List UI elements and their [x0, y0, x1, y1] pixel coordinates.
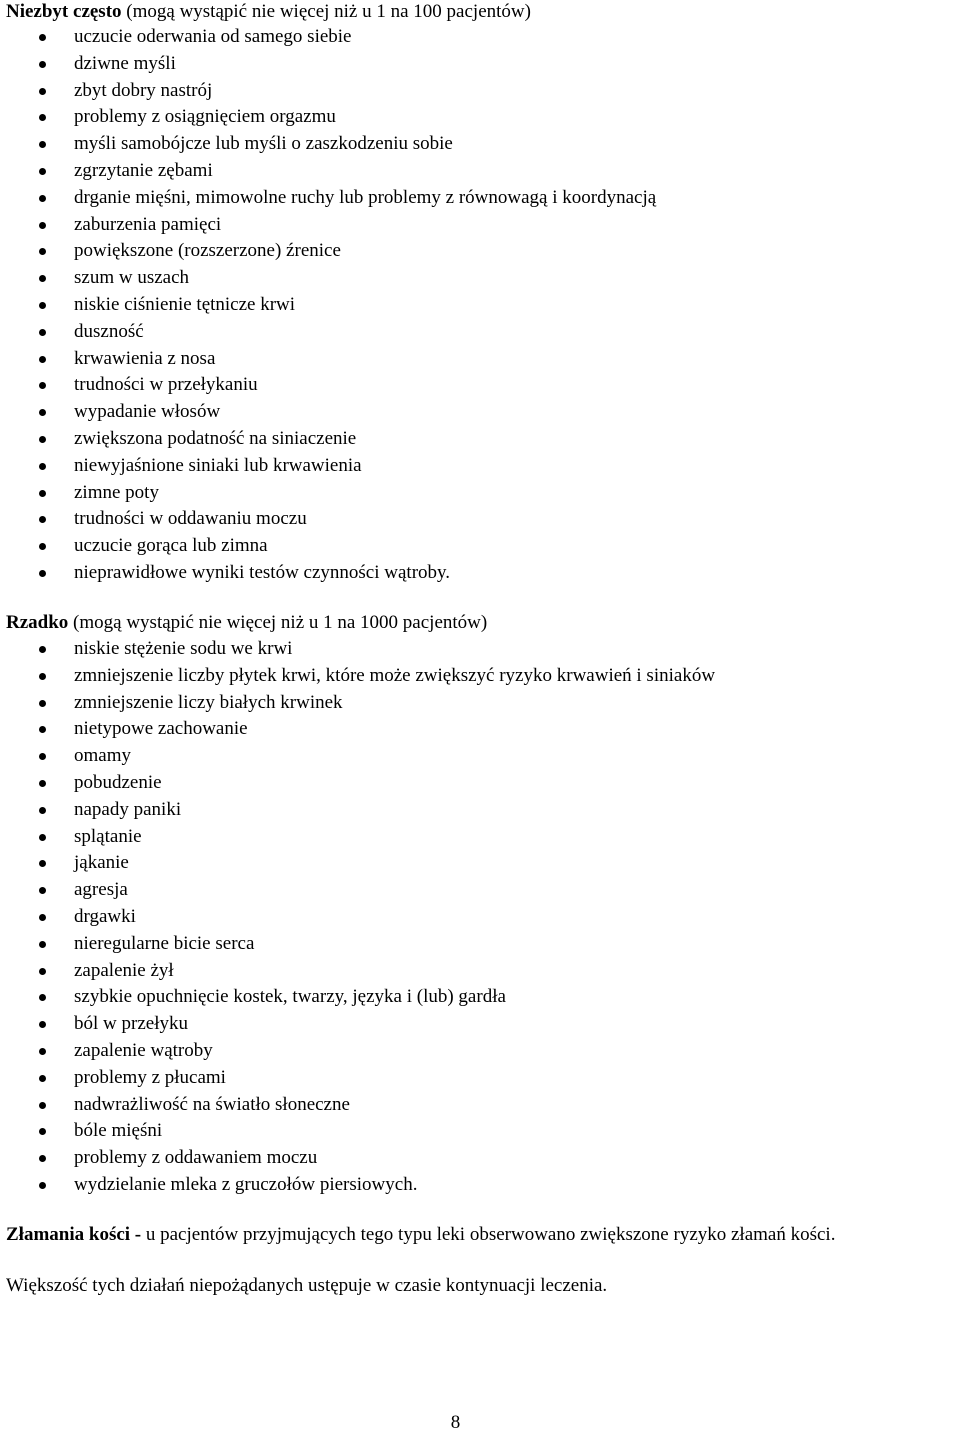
bullet-icon	[39, 1075, 46, 1082]
bullet-icon	[39, 914, 46, 921]
uncommon-effect-item	[0, 104, 656, 131]
rare-effect-item	[0, 770, 715, 797]
list-item-text: nieprawidłowe wyniki testów czynności wątroby.	[74, 561, 451, 583]
list-item-text: zimne poty	[74, 481, 159, 503]
rare-effect-item	[0, 877, 715, 904]
bullet-icon	[39, 141, 46, 148]
list-item-text: nadwrażliwość na światło słoneczne	[74, 1093, 350, 1115]
list-item-text: niskie ciśnienie tętnicze krwi	[74, 293, 296, 315]
uncommon-effect-item	[0, 292, 656, 319]
bullet-icon	[39, 1102, 46, 1109]
list-item-text: szybkie opuchnięcie kostek, twarzy, języka i (lub) gardła	[74, 986, 506, 1008]
list-item-text: szum w uszach	[74, 267, 190, 289]
uncommon-effect-item	[0, 399, 656, 426]
bullet-icon	[39, 1182, 46, 1189]
bullet-icon	[39, 1128, 46, 1135]
uncommon-effect-item	[0, 78, 656, 105]
list-item-text: myśli samobójcze lub myśli o zaszkodzeniu sobie	[74, 133, 453, 155]
uncommon-title: Niezbyt często	[6, 1, 122, 22]
rare-effect-item	[0, 1172, 715, 1199]
bullet-icon	[39, 570, 46, 577]
list-item-text: zwiększona podatność na siniaczenie	[74, 427, 357, 449]
bullet-icon	[39, 302, 46, 309]
list-item-text: bóle mięśni	[74, 1120, 163, 1142]
uncommon-effect-item	[0, 238, 656, 265]
bullet-icon	[39, 860, 46, 867]
list-item-text: problemy z osiągnięciem orgazmu	[74, 106, 336, 128]
bullet-icon	[39, 248, 46, 255]
list-item-text: wydzielanie mleka z gruczołów piersiowych.	[74, 1173, 418, 1195]
bullet-icon	[39, 941, 46, 948]
bullet-icon	[39, 887, 46, 894]
bullet-icon	[39, 168, 46, 175]
bullet-icon	[39, 329, 46, 336]
list-item-text: uczucie oderwania od samego siebie	[74, 26, 352, 47]
bullet-icon	[39, 543, 46, 550]
uncommon-effects-list	[0, 24, 656, 587]
list-item-text: zbyt dobry nastrój	[74, 79, 213, 101]
rare-effect-item	[0, 1038, 715, 1065]
closing-note: Większość tych działań niepożądanych ustępuje w czasie kontynuacji leczenia.	[6, 1275, 608, 1296]
uncommon-subtitle: (mogą wystąpić nie więcej niż u 1 na 100 pacjentów)	[126, 1, 531, 22]
rare-effect-item	[0, 850, 715, 877]
list-item-text: trudności w oddawaniu moczu	[74, 508, 307, 530]
fractures-title: Złamania kości -	[6, 1224, 142, 1245]
bullet-icon	[39, 516, 46, 523]
list-item-text: uczucie gorąca lub zimna	[74, 535, 268, 557]
rare-effect-item	[0, 1011, 715, 1038]
list-item-text: zgrzytanie zębami	[74, 159, 213, 181]
bullet-icon	[39, 1048, 46, 1055]
rare-effect-item	[0, 824, 715, 851]
rare-effect-item	[0, 1118, 715, 1145]
uncommon-effect-item	[0, 453, 656, 480]
bullet-icon	[39, 114, 46, 121]
uncommon-effect-item	[0, 426, 656, 453]
list-item-text: nietypowe zachowanie	[74, 718, 248, 740]
uncommon-effect-item	[0, 346, 656, 373]
uncommon-effect-item	[0, 506, 656, 533]
bullet-icon	[39, 61, 46, 68]
list-item-text: drganie mięśni, mimowolne ruchy lub problemy z równowagą i koordynacją	[74, 186, 657, 208]
bullet-icon	[39, 968, 46, 975]
list-item-text: wypadanie włosów	[74, 401, 221, 423]
list-item-text: zapalenie żył	[74, 959, 174, 981]
uncommon-effect-item	[0, 131, 656, 158]
bullet-icon	[39, 356, 46, 363]
uncommon-effect-item	[0, 185, 656, 212]
rare-effect-item	[0, 1145, 715, 1172]
bullet-icon	[39, 436, 46, 443]
list-item-text: splątanie	[74, 825, 142, 847]
rare-title: Rzadko	[6, 612, 69, 633]
bullet-icon	[39, 463, 46, 470]
rare-effect-item	[0, 1065, 715, 1092]
list-item-text: powiększone (rozszerzone) źrenice	[74, 240, 341, 262]
bullet-icon	[39, 195, 46, 202]
uncommon-effect-item	[0, 212, 656, 239]
uncommon-effect-item	[0, 319, 656, 346]
rare-effect-item	[0, 663, 715, 690]
rare-effect-item	[0, 797, 715, 824]
uncommon-effect-item	[0, 533, 656, 560]
list-item-text: ból w przełyku	[74, 1013, 188, 1035]
bullet-icon	[39, 34, 46, 41]
bullet-icon	[39, 834, 46, 841]
list-item-text: niewyjaśnione siniaki lub krwawienia	[74, 454, 362, 476]
rare-effect-item	[0, 958, 715, 985]
bullet-icon	[39, 222, 46, 229]
uncommon-effect-item	[0, 24, 656, 51]
rare-subtitle: (mogą wystąpić nie więcej niż u 1 na 1000 pacjentów)	[73, 612, 488, 633]
rare-effect-item	[0, 716, 715, 743]
list-item-text: agresja	[74, 879, 128, 901]
bullet-icon	[39, 1155, 46, 1162]
fractures-text: u pacjentów przyjmujących tego typu leki obserwowano zwiększone ryzyko złamań kości.	[145, 1224, 836, 1245]
uncommon-effect-item	[0, 560, 656, 587]
uncommon-effect-item	[0, 372, 656, 399]
bullet-icon	[39, 646, 46, 653]
list-item-text: problemy z płucami	[74, 1066, 226, 1088]
list-item-text: napady paniki	[74, 798, 182, 820]
bullet-icon	[39, 490, 46, 497]
bullet-icon	[39, 88, 46, 95]
rare-effect-item	[0, 690, 715, 717]
list-item-text: dziwne myśli	[74, 52, 176, 74]
rare-effect-item	[0, 636, 715, 663]
fractures-paragraph	[6, 1223, 835, 1247]
list-item-text: krwawienia z nosa	[74, 347, 216, 369]
list-item-text: duszność	[74, 320, 144, 342]
list-item-text: niskie stężenie sodu we krwi	[74, 638, 293, 659]
uncommon-effect-item	[0, 480, 656, 507]
list-item-text: problemy z oddawaniem moczu	[74, 1147, 318, 1169]
list-item-text: omamy	[74, 745, 131, 767]
uncommon-heading	[6, 0, 531, 24]
list-item-text: drgawki	[74, 905, 136, 927]
uncommon-effect-item	[0, 158, 656, 185]
rare-effects-list	[0, 636, 715, 1199]
bullet-icon	[39, 409, 46, 416]
list-item-text: trudności w przełykaniu	[74, 374, 258, 396]
bullet-icon	[39, 1021, 46, 1028]
rare-heading	[6, 611, 487, 635]
list-item-text: jąkanie	[74, 852, 129, 874]
list-item-text: zaburzenia pamięci	[74, 213, 222, 235]
rare-effect-item	[0, 984, 715, 1011]
uncommon-effect-item	[0, 51, 656, 78]
rare-effect-item	[0, 743, 715, 770]
rare-effect-item	[0, 904, 715, 931]
bullet-icon	[39, 994, 46, 1001]
bullet-icon	[39, 780, 46, 787]
bullet-icon	[39, 673, 46, 680]
rare-effect-item	[0, 1092, 715, 1119]
list-item-text: zmniejszenie liczy białych krwinek	[74, 691, 343, 713]
page-number: 8	[450, 1412, 461, 1433]
list-item-text: nieregularne bicie serca	[74, 932, 255, 954]
bullet-icon	[39, 700, 46, 707]
list-item-text: zmniejszenie liczby płytek krwi, które może zwiększyć ryzyko krwawień i siniaków	[74, 664, 716, 686]
rare-effect-item	[0, 931, 715, 958]
bullet-icon	[39, 807, 46, 814]
bullet-icon	[39, 382, 46, 389]
bullet-icon	[39, 275, 46, 282]
list-item-text: pobudzenie	[74, 771, 162, 793]
bullet-icon	[39, 753, 46, 760]
bullet-icon	[39, 726, 46, 733]
uncommon-effect-item	[0, 265, 656, 292]
list-item-text: zapalenie wątroby	[74, 1039, 213, 1061]
